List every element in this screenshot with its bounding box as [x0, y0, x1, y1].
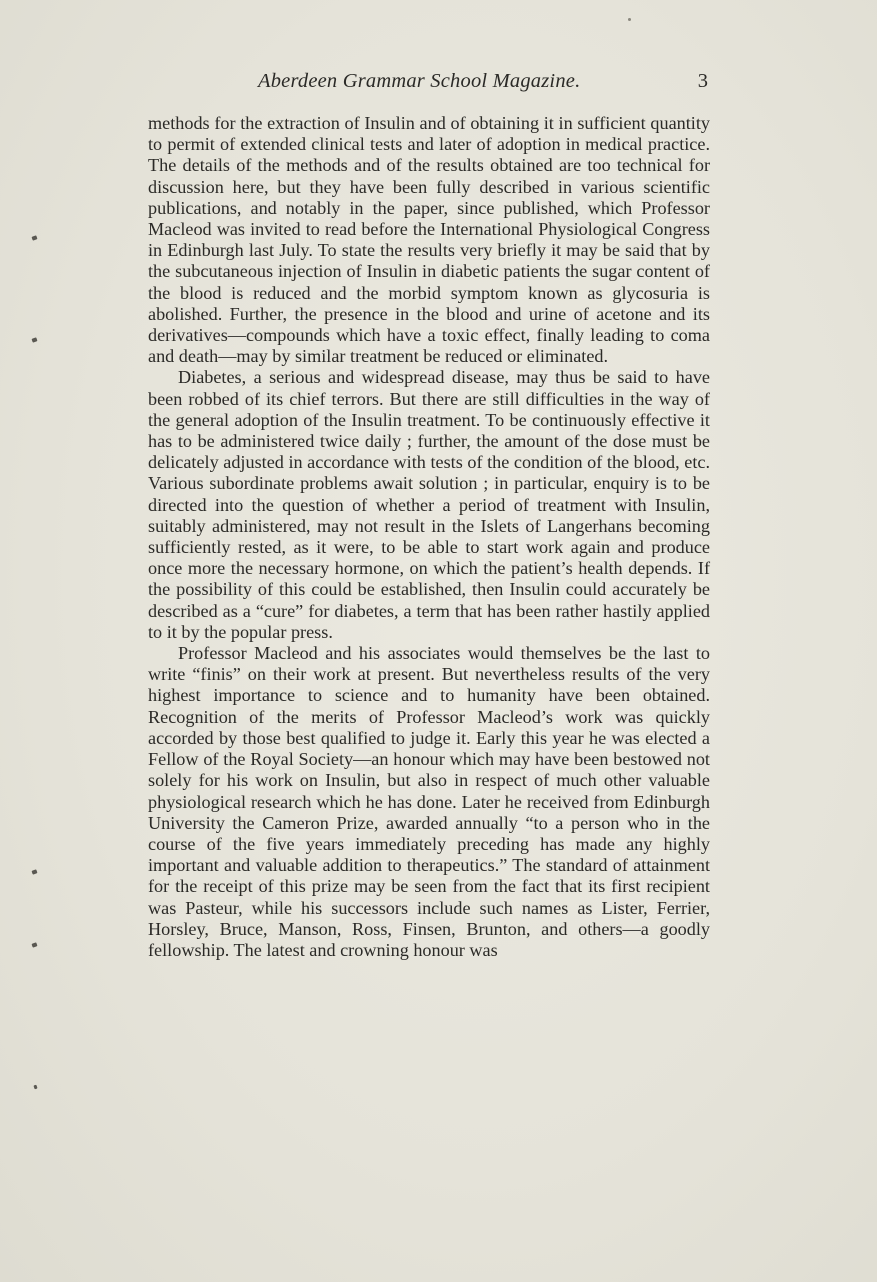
article-body — [148, 113, 710, 961]
margin-mark — [31, 235, 37, 240]
page-header — [148, 70, 710, 100]
margin-mark — [31, 869, 37, 874]
paragraph-3: Professor Macleod and his associates would themselves be the last to write “finis” on their work at present. But nevertheless results of the very highest importance to science and to humanity have been obtained. Recognition of the merits of Professor Macleod’s work was quickly accorded by those best qualified to judge it. Early this year he was elected a Fellow of the Royal Society—an honour which may have been bestowed not solely for his work on Insulin, but also in respect of much other valuable physiological research which he has done. Later he received from Edinburgh University the Cameron Prize, awarded annually “to a person who in the course of the five years immediately preceding has made any highly important and valuable addition to therapeutics.” The standard of attainment for the receipt of this prize may be seen from the fact that its first recipient was Pasteur, while his successors include such names as Lister, Ferrier, Horsley, Bruce, Manson, Ross, Finsen, Brunton, and others—a goodly fellowship. The latest and crowning honour was — [148, 643, 710, 960]
paragraph-2: Diabetes, a serious and widespread disease, may thus be said to have been robbed of its chief terrors. But there are still difficulties in the way of the general adoption of the Insulin treatment. To be continuously effective it has to be administered twice daily ; further, the amount of the dose must be delicately adjusted in accordance with tests of the condition of the blood, etc. Various subordinate problems await solution ; in particular, enquiry is to be directed into the question of whether a period of treatment with Insulin, suitably administered, may not result in the Islets of Langerhans becoming sufficiently rested, as it were, to be able to start work again and produce once more the necessary hormone, on which the patient’s health depends. If the possibility of this could be established, then Insulin could accurately be described as a “cure” for diabetes, a term that has been rather hastily applied to it by the popular press. — [148, 367, 710, 642]
margin-mark — [33, 1085, 37, 1090]
paragraph-1: methods for the extraction of Insulin and of obtaining it in sufficient quantity to permit of extended clinical tests and later of adoption in medical practice. The details of the methods and of the results obtained are too technical for discussion here, but they have been fully described in various scientific publications, and notably in the paper, since published, which Professor Macleod was invited to read before the International Physiological Congress in Edinburgh last July. To state the results very briefly it may be said that by the subcutaneous injection of Insulin in diabetic patients the sugar content of the blood is reduced and the morbid symptom known as glycosuria is abolished. Further, the presence in the blood and urine of acetone and its derivatives—compounds which have a toxic effect, finally leading to coma and death—may by similar treatment be reduced or eliminated. — [148, 113, 710, 367]
margin-mark — [31, 942, 37, 947]
page-number: 3 — [697, 70, 708, 92]
margin-mark — [31, 337, 37, 342]
running-title: Aberdeen Grammar School Magazine. — [258, 70, 581, 92]
paper-speck — [628, 18, 631, 21]
